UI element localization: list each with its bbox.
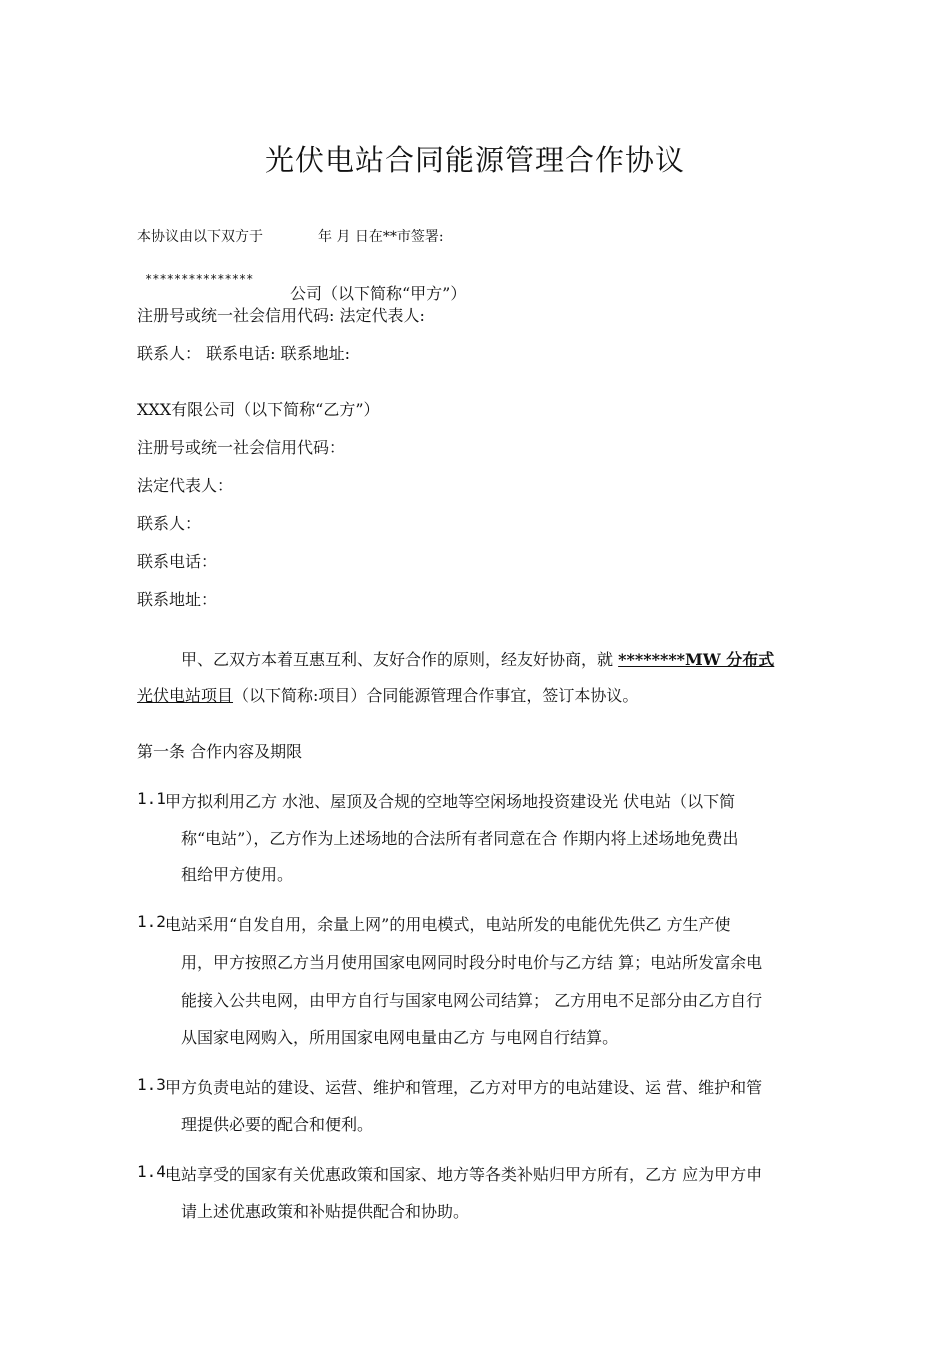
clause-line: 请上述优惠政策和补贴提供配合和协助。 [181, 1202, 470, 1221]
clause-number: 1.4 [137, 1162, 166, 1181]
party-b-phone: 联系电话： [137, 552, 218, 571]
party-b-contact: 联系人： [137, 514, 202, 533]
clause-line: 理提供必要的配合和便利。 [181, 1115, 374, 1134]
clause-line: 甲方负责电站的建设、运营、维护和管理，乙方对甲方的电站建设、运 营、维护和管 [165, 1078, 763, 1097]
party-b-rep: 法定代表人： [137, 476, 234, 495]
clause-number: 1.3 [137, 1075, 166, 1094]
preamble-text: 甲、乙双方本着互惠互利、友好合作的原则，经友好协商，就 [181, 650, 614, 669]
party-b-address: 联系地址： [137, 590, 218, 609]
clause-line: 电站采用“自发自用，余量上网”的用电模式，电站所发的电能优先供乙 方生产使 [165, 915, 731, 934]
clause-line: 称“电站”），乙方作为上述场地的合法所有者同意在合 作期内将上述场地免费出 [181, 829, 739, 848]
document-title: 光伏电站合同能源管理合作协议 [264, 143, 685, 177]
party-b-name: XXX有限公司（以下简称“乙方”） [137, 400, 380, 419]
clause-line: 电站享受的国家有关优惠政策和国家、地方等各类补贴归甲方所有，乙方 应为甲方申 [165, 1165, 763, 1184]
party-a-reg-line: 注册号或统一社会信用代码: 法定代表人: [137, 306, 425, 325]
party-a-name-placeholder: *************** [145, 272, 254, 286]
article-heading: 第一条 合作内容及期限 [137, 742, 303, 761]
clause-number: 1.1 [137, 789, 166, 808]
clause-line: 用，甲方按照乙方当月使用国家电网同时段分时电价与乙方结 算；电站所发富余电 [181, 953, 763, 972]
party-a-name-suffix: 公司（以下简称“甲方”） [290, 284, 467, 303]
preamble-line2 [137, 683, 638, 706]
clause-line: 甲方拟利用乙方 水池、屋顶及合规的空地等空闲场地投资建设光 伏电站（以下简 [165, 792, 736, 811]
project-name: 光伏电站项目 [137, 686, 234, 705]
clause-line: 租给甲方使用。 [181, 865, 294, 884]
preamble-line1 [181, 647, 774, 670]
clause-line: 从国家电网购入，所用国家电网电量由乙方 与电网自行结算。 [181, 1028, 619, 1047]
party-b-reg: 注册号或统一社会信用代码： [137, 438, 346, 457]
project-capacity: ********MW 分布式 [618, 650, 775, 669]
intro-text: 本协议由以下双方于 [137, 229, 263, 245]
preamble-rest: （以下简称:项目）合同能源管理合作事宜，签订本协议。 [233, 686, 639, 705]
clause-line: 能接入公共电网，由甲方自行与国家电网公司结算； 乙方用电不足部分由乙方自行 [181, 991, 763, 1010]
clause-number: 1.2 [137, 912, 166, 931]
intro-date: 年 月 日在**市签署: [318, 229, 444, 245]
party-a-contact-line: 联系人： 联系电话: 联系地址: [137, 344, 350, 363]
